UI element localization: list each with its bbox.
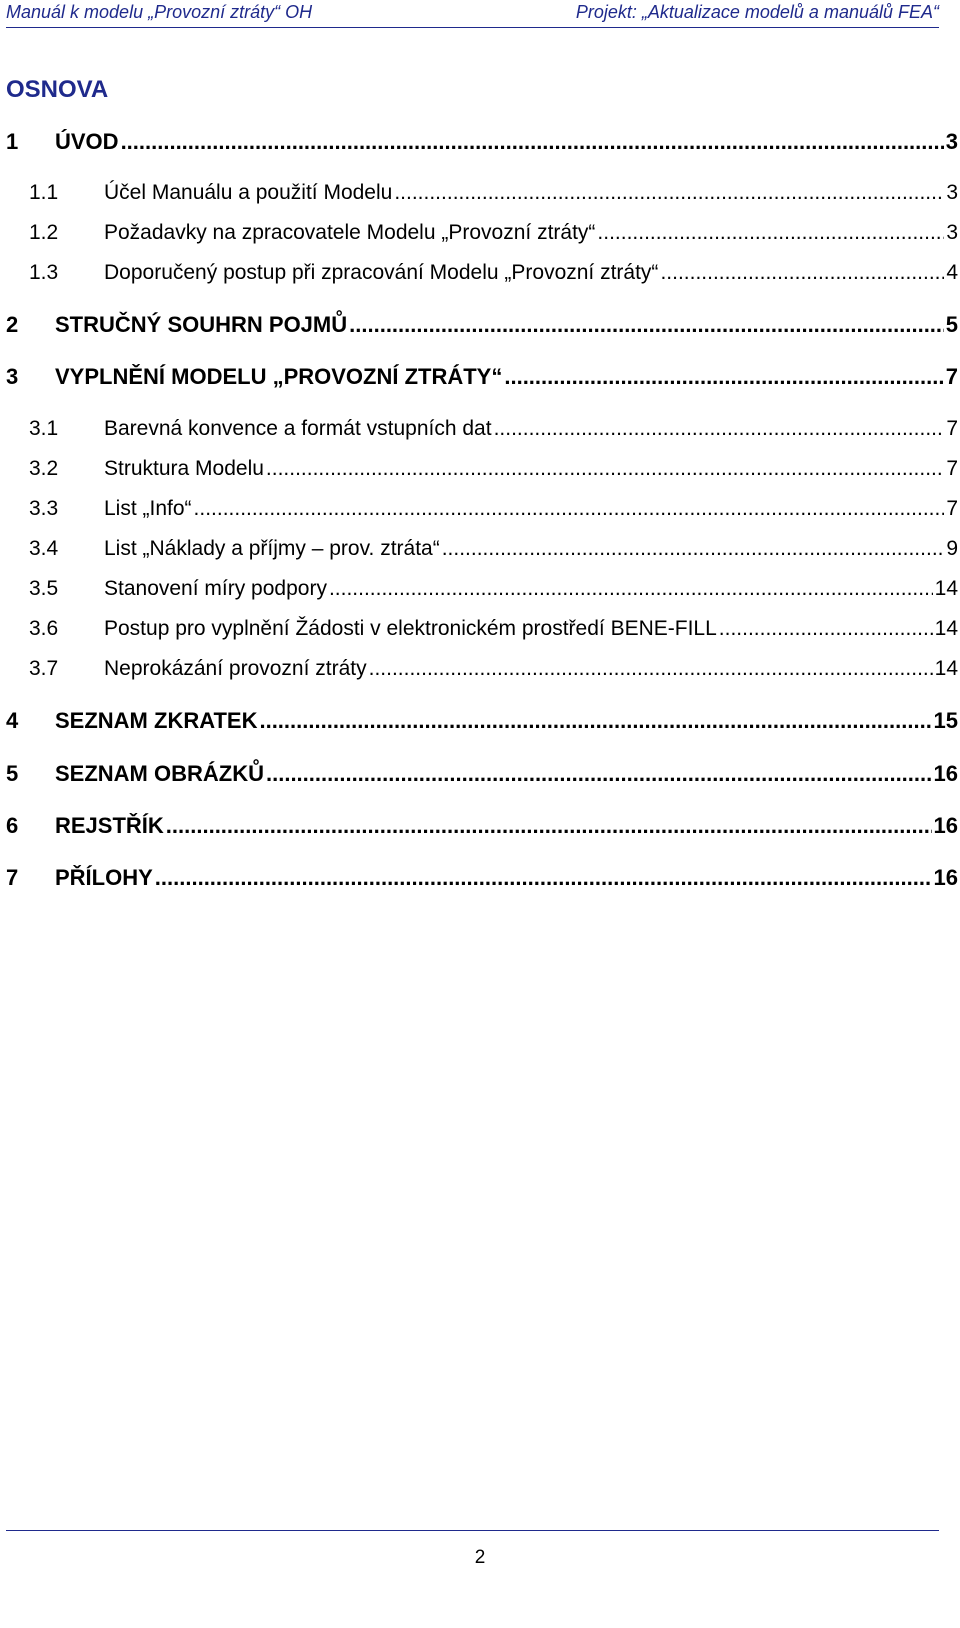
toc-entry-number: 3.5 (29, 577, 59, 600)
toc-leader-dots (719, 617, 933, 641)
toc-leader-dots (166, 813, 932, 839)
toc-entry-number: 5 (6, 761, 19, 786)
toc-entry[interactable] (0, 129, 960, 159)
toc-entry-page: 16 (933, 865, 958, 890)
toc-entry-title: SEZNAM OBRÁZKŮ (55, 761, 264, 786)
toc-entry-page: 7 (945, 364, 958, 389)
toc-entry-title: Struktura Modelu (104, 457, 264, 480)
toc-entry-page: 3 (945, 129, 958, 154)
toc-entry[interactable] (0, 261, 960, 291)
toc-title: OSNOVA (6, 76, 109, 103)
toc-entry-number: 3.2 (29, 457, 59, 480)
footer-divider (6, 1530, 939, 1531)
page-header (6, 0, 939, 28)
toc-entry-number: 1 (6, 129, 19, 154)
toc-leader-dots (259, 708, 931, 734)
toc-entry-page: 7 (946, 497, 958, 520)
toc-entry-page: 3 (946, 221, 958, 244)
toc-entry-number: 2 (6, 312, 19, 337)
toc-entry-number: 3.3 (29, 497, 59, 520)
toc-leader-dots (394, 181, 944, 205)
toc-entry-title: Neprokázání provozní ztráty (104, 657, 367, 680)
toc-entry[interactable] (0, 537, 960, 567)
toc-entry[interactable] (0, 813, 960, 843)
toc-entry[interactable] (0, 181, 960, 211)
toc-entry-title: Stanovení míry podpory (104, 577, 327, 600)
toc-leader-dots (369, 657, 933, 681)
toc-leader-dots (494, 417, 945, 441)
toc-entry-title: List „Info“ (104, 497, 192, 520)
toc-entry[interactable] (0, 657, 960, 687)
toc-entry[interactable] (0, 497, 960, 527)
toc-entry-page: 15 (933, 708, 958, 733)
toc-entry-number: 1.1 (29, 181, 59, 204)
toc-entry-page: 14 (934, 657, 958, 680)
toc-entry[interactable] (0, 577, 960, 607)
toc-entry-title: Barevná konvence a formát vstupních dat (104, 417, 492, 440)
toc-entry-number: 1.2 (29, 221, 59, 244)
toc-leader-dots (597, 221, 944, 245)
toc-entry[interactable] (0, 221, 960, 251)
toc-leader-dots (349, 312, 944, 338)
toc-entry-title: PŘÍLOHY (55, 865, 153, 890)
toc-leader-dots (504, 364, 943, 390)
header-project-title: Projekt: „Aktualizace modelů a manuálů FEA“ (575, 2, 939, 22)
toc-entry[interactable] (0, 617, 960, 647)
toc-entry-number: 3.4 (29, 537, 59, 560)
toc-entry-number: 3.6 (29, 617, 59, 640)
toc-entry-title: STRUČNÝ SOUHRN POJMŮ (55, 312, 348, 337)
toc-leader-dots (155, 865, 932, 891)
toc-entry-number: 3 (6, 364, 19, 389)
toc-entry[interactable] (0, 457, 960, 487)
toc-entry-page: 7 (946, 457, 958, 480)
toc-entry-page: 14 (934, 577, 958, 600)
page-number: 2 (474, 1547, 486, 1568)
toc-leader-dots (329, 577, 933, 601)
toc-entry-page: 7 (946, 417, 958, 440)
toc-entry-page: 14 (934, 617, 958, 640)
toc-entry-title: VYPLNĚNÍ MODELU „PROVOZNÍ ZTRÁTY“ (55, 364, 503, 389)
toc-entry-title: Účel Manuálu a použití Modelu (104, 181, 393, 204)
toc-entry-number: 4 (6, 708, 19, 733)
toc-entry-title: Postup pro vyplnění Žádosti v elektronickém prostředí BENE-FILL (104, 617, 717, 640)
toc-entry-page: 3 (946, 181, 958, 204)
toc-entry-title: List „Náklady a příjmy – prov. ztráta“ (104, 537, 440, 560)
toc-entry-number: 7 (6, 865, 19, 890)
toc-leader-dots (194, 497, 945, 521)
toc-entry-title: Požadavky na zpracovatele Modelu „Provozní ztráty“ (104, 221, 596, 244)
toc-leader-dots (121, 129, 944, 155)
header-document-title: Manuál k modelu „Provozní ztráty“ OH (6, 2, 313, 22)
toc-entry-title: REJSTŘÍK (55, 813, 164, 838)
toc-entry-title: ÚVOD (55, 129, 119, 154)
toc-entry[interactable] (0, 312, 960, 342)
toc-entry-page: 9 (946, 537, 958, 560)
toc-entry-number: 3.1 (29, 417, 59, 440)
toc-entry[interactable] (0, 865, 960, 895)
toc-entry-number: 1.3 (29, 261, 59, 284)
toc-entry-page: 5 (945, 312, 958, 337)
toc-entry-title: Doporučený postup při zpracování Modelu „Provozní ztráty“ (104, 261, 659, 284)
toc-entry[interactable] (0, 761, 960, 791)
toc-entry-title: SEZNAM ZKRATEK (55, 708, 258, 733)
toc-entry-page: 16 (933, 761, 958, 786)
toc-entry[interactable] (0, 417, 960, 447)
toc-leader-dots (442, 537, 945, 561)
toc-entry[interactable] (0, 364, 960, 394)
toc-entry-number: 6 (6, 813, 19, 838)
toc-leader-dots (266, 457, 944, 481)
toc-entry-page: 4 (946, 261, 958, 284)
toc-leader-dots (266, 761, 932, 787)
toc-entry-page: 16 (933, 813, 958, 838)
toc-leader-dots (660, 261, 944, 285)
toc-entry[interactable] (0, 708, 960, 738)
toc-entry-number: 3.7 (29, 657, 59, 680)
